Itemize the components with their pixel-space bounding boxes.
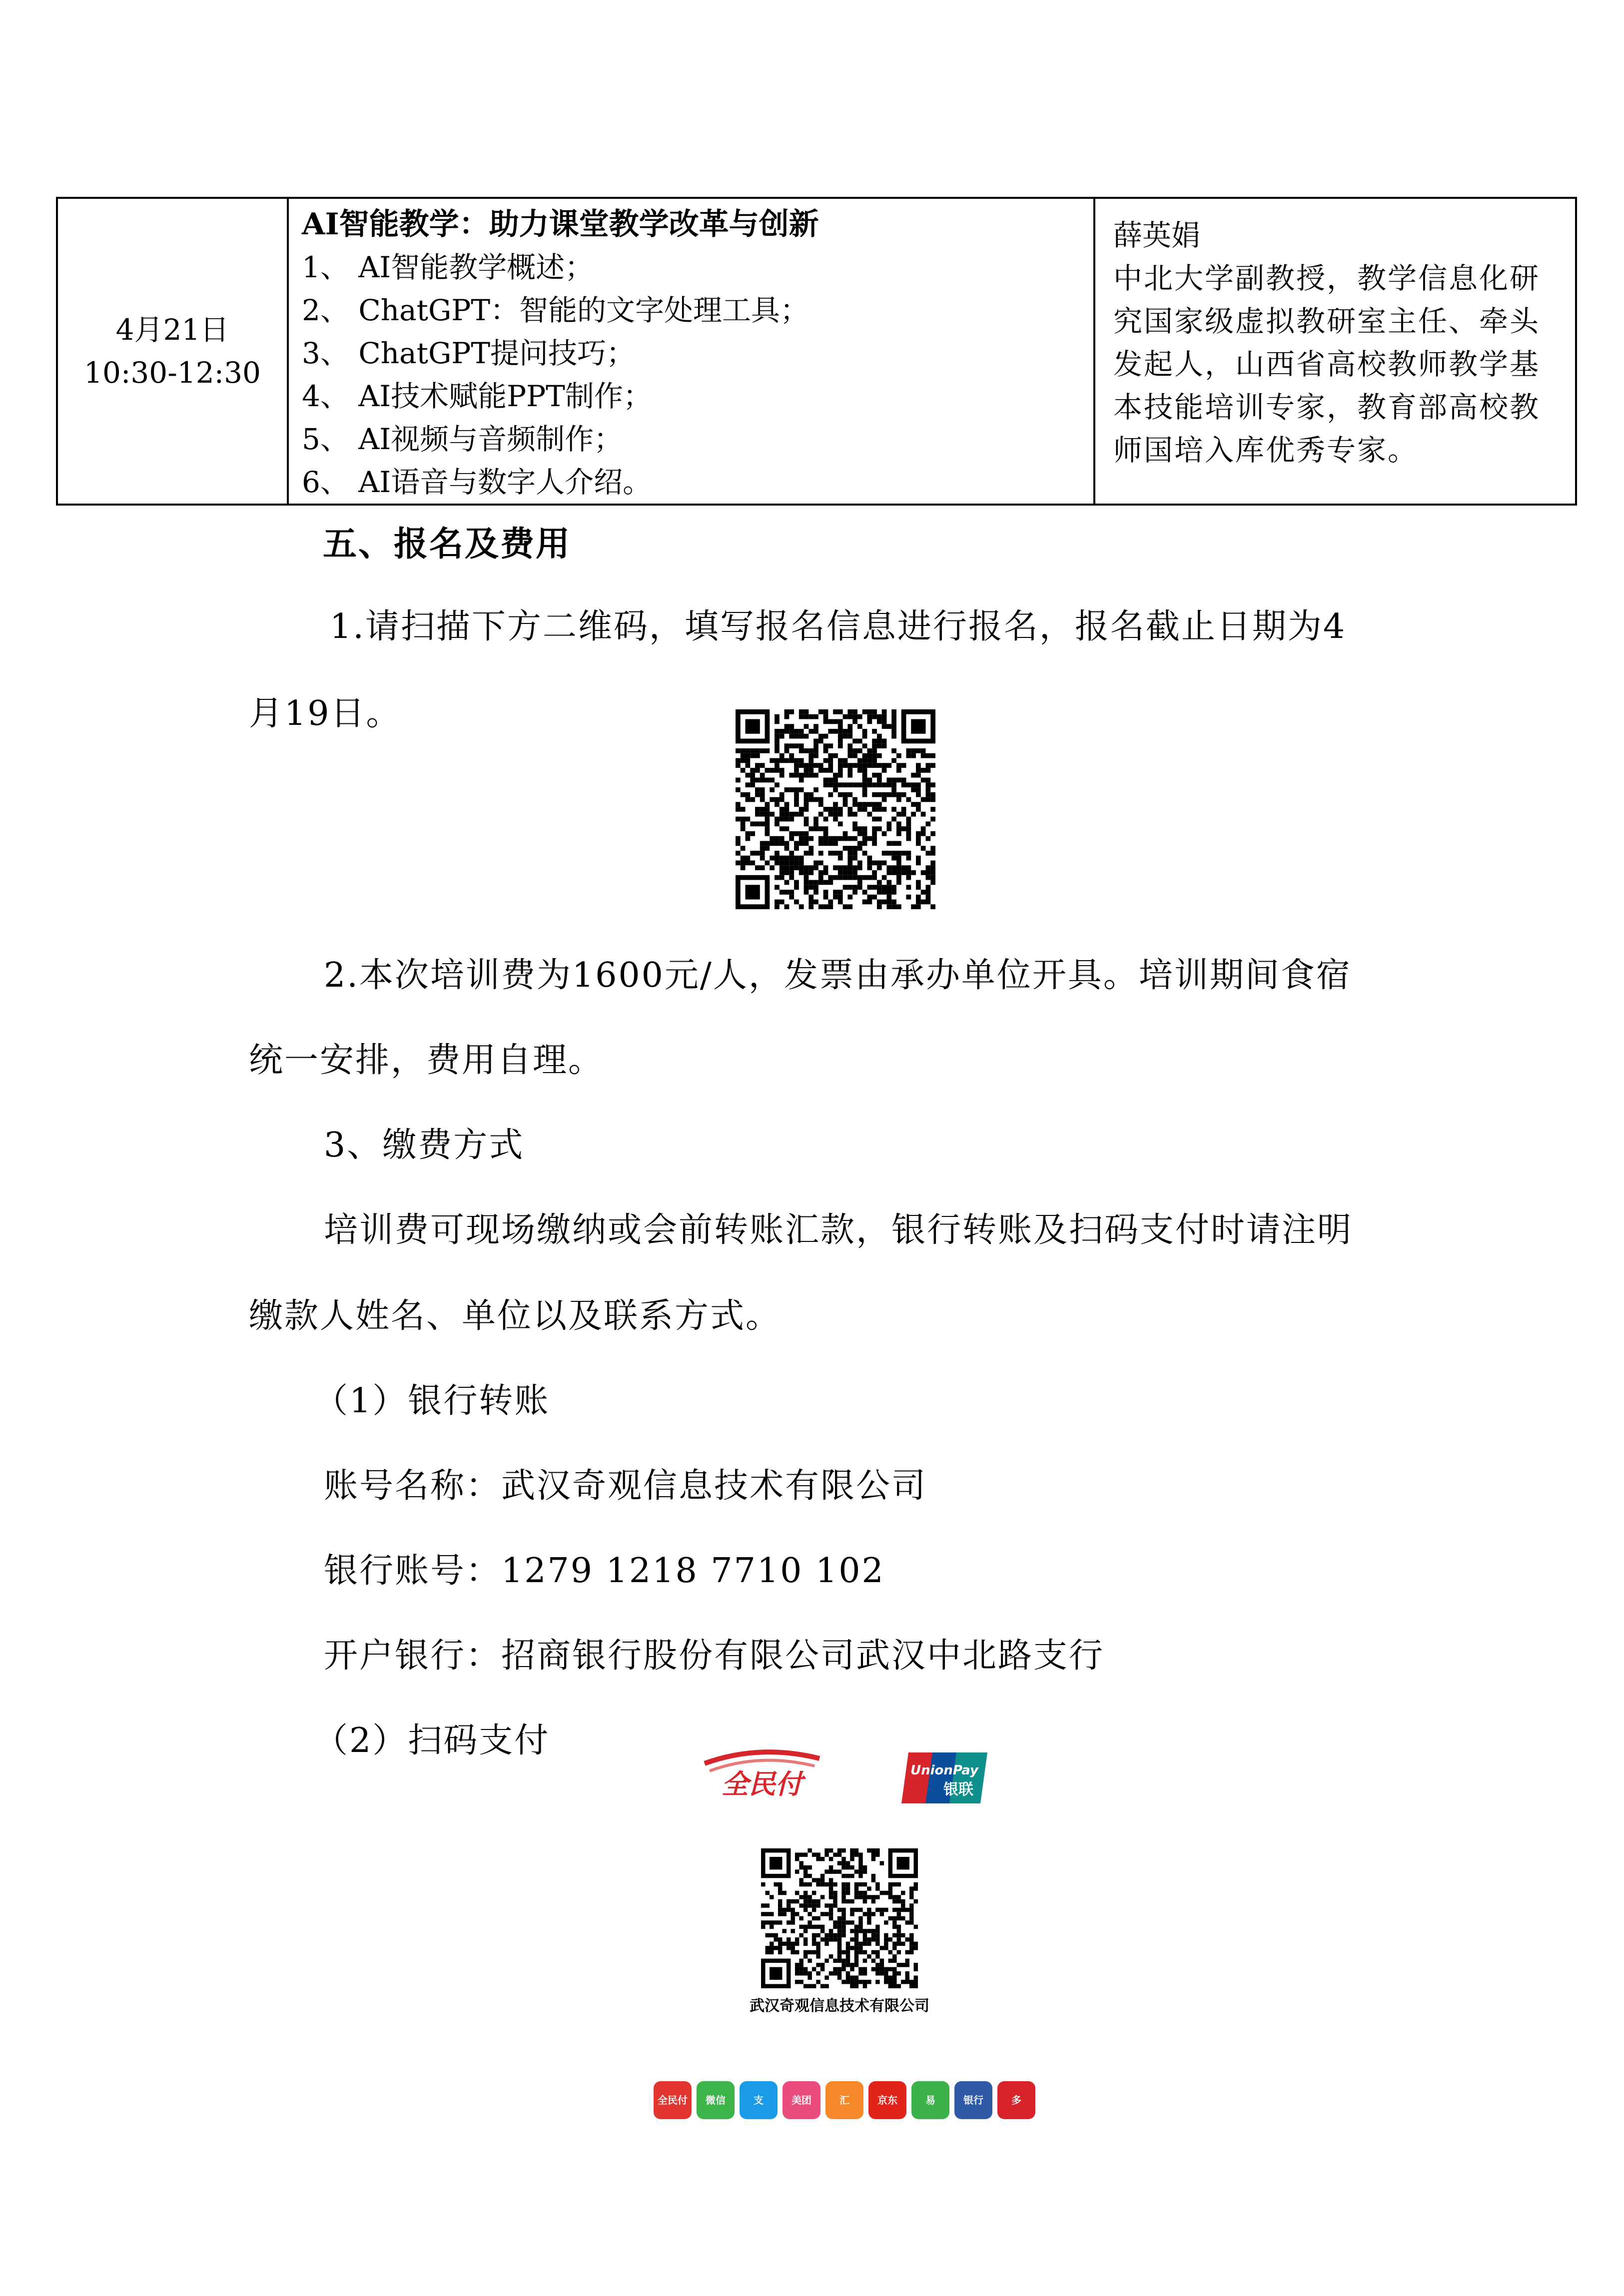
topic-item: 5、 AI视频与音频制作； <box>302 422 623 456</box>
registration-qr-code[interactable] <box>736 709 935 909</box>
session-date: 4月21日 <box>115 313 229 347</box>
payment-text-line2: 缴款人姓名、单位以及联系方式。 <box>249 1296 782 1336</box>
account-name: 账号名称：武汉奇观信息技术有限公司 <box>324 1466 927 1506</box>
schedule-table <box>56 197 1577 506</box>
fee-text-line1: 2.本次培训费为1600元/人，发票由承办单位开具。培训期间食宿 <box>324 956 1352 995</box>
session-time: 10:30-12:30 <box>84 356 261 390</box>
account-number: 银行账号：1279 1218 7710 102 <box>324 1551 885 1591</box>
payment-qr-code[interactable] <box>760 1848 919 1988</box>
topic-item: 3、 ChatGPT提问技巧； <box>302 336 636 370</box>
section-heading: 五、报名及费用 <box>323 524 572 564</box>
payment-method-icons <box>654 2081 1035 2119</box>
topic-item: 1、 AI智能教学概述； <box>302 250 594 284</box>
payment-method-icon: 全民付 <box>654 2081 692 2119</box>
payment-method-icon: 京东 <box>868 2081 906 2119</box>
payment-text-line1: 培训费可现场缴纳或会前转账汇款，银行转账及扫码支付时请注明 <box>324 1210 1353 1250</box>
bank-transfer-heading: （1）银行转账 <box>314 1381 550 1421</box>
scan-pay-heading: （2）扫码支付 <box>314 1721 550 1760</box>
payment-method-heading: 3、缴费方式 <box>324 1126 525 1165</box>
payment-method-icon: 美团 <box>783 2081 820 2119</box>
topic-cell <box>288 198 1094 505</box>
payment-method-icon: 银行 <box>954 2081 992 2119</box>
fee-text-line2: 统一安排，费用自理。 <box>249 1041 604 1080</box>
speaker-name: 薛英娟 <box>1113 218 1201 252</box>
quanmin-logo-text: 全民付 <box>722 1768 803 1800</box>
registration-text-line2: 月19日。 <box>249 694 402 733</box>
unionpay-logo-text: UnionPay <box>910 1763 978 1778</box>
time-cell <box>57 198 288 505</box>
unionpay-cn-text: 银联 <box>943 1781 973 1798</box>
topic-item: 2、 ChatGPT：智能的文字处理工具； <box>302 293 810 327</box>
payment-method-icon: 汇 <box>825 2081 863 2119</box>
payment-method-icon: 多 <box>997 2081 1035 2119</box>
topic-item: 6、 AI语音与数字人介绍。 <box>302 465 652 499</box>
payment-method-icon: 易 <box>911 2081 949 2119</box>
registration-text-line1: 1.请扫描下方二维码，填写报名信息进行报名，报名截止日期为4 <box>330 607 1347 646</box>
speaker-cell <box>1094 198 1576 505</box>
bank-branch: 开户银行：招商银行股份有限公司武汉中北路支行 <box>324 1636 1105 1676</box>
topic-item: 4、 AI技术赋能PPT制作； <box>302 379 652 413</box>
speaker-bio: 中北大学副教授，教学信息化研究国家级虚拟教研室主任、牵头发起人，山西省高校教师教学基本技能培训专家，教育部高校教师国培入库优秀专家。 <box>1113 261 1541 467</box>
unionpay-logo <box>899 1748 989 1807</box>
quanmin-pay-logo <box>695 1743 829 1808</box>
payment-method-icon: 微信 <box>697 2081 735 2119</box>
payment-method-icon: 支 <box>740 2081 778 2119</box>
table-row <box>57 198 1576 505</box>
payment-qr-caption: 武汉奇观信息技术有限公司 <box>750 1997 929 2015</box>
topic-title: AI智能教学：助力课堂教学改革与创新 <box>302 207 819 242</box>
